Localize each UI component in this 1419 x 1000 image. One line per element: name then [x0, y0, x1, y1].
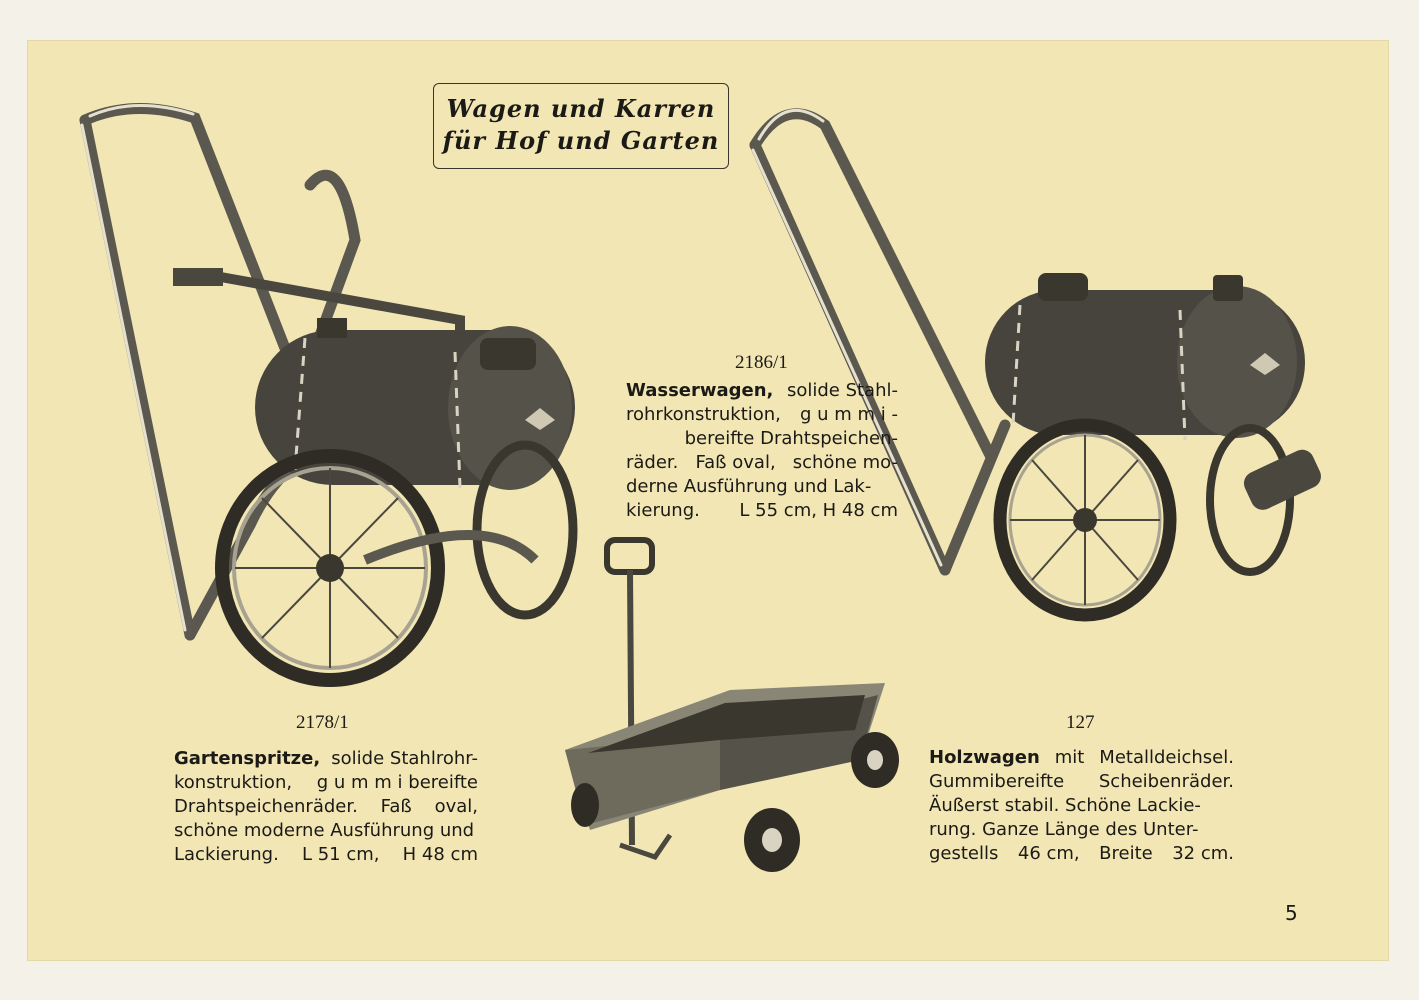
description-line: Scheibenräder.: [1098, 771, 1234, 792]
product-name: Holzwagen: [929, 747, 1040, 768]
description-line: Faß: [380, 796, 412, 817]
description-line: rung. Ganze Länge des Unter-: [929, 819, 1199, 840]
description-line: g u m m i -: [799, 404, 898, 425]
product-description-2186-1: [626, 379, 898, 523]
description-line: mit: [1054, 747, 1085, 768]
description-line: L 55 cm, H 48 cm: [739, 500, 898, 521]
page-number: 5: [1285, 901, 1298, 925]
description-line: kierung.: [626, 500, 700, 521]
description-line: Metalldeichsel.: [1099, 747, 1234, 768]
title-line-1: Wagen und Karren: [446, 94, 716, 123]
description-line: schöne mo-: [792, 452, 898, 473]
description-line: Drahtspeichenräder.: [174, 796, 358, 817]
description-line: konstruktion,: [174, 772, 293, 793]
description-line: Lackierung.: [174, 844, 279, 865]
description-line: gestells: [929, 843, 999, 864]
description-line: derne Ausführung und Lak-: [626, 476, 872, 497]
water-wagon-wheel-front: [1000, 425, 1170, 615]
description-line: L 51 cm,: [301, 844, 380, 865]
product-description-2178-1: [174, 747, 478, 867]
description-line: Gummibereifte: [929, 771, 1065, 792]
product-name: Wasserwagen,: [626, 380, 774, 401]
sprayer-wheel-front: [222, 456, 438, 680]
product-number-127: 127: [1066, 712, 1095, 733]
description-line: oval,: [434, 796, 478, 817]
product-number-2178-1: 2178/1: [296, 712, 349, 733]
product-name: Gartenspritze,: [174, 748, 321, 769]
description-line: rohrkonstruktion,: [626, 404, 781, 425]
description-line: 46 cm,: [1017, 843, 1080, 864]
product-number-2186-1: 2186/1: [735, 352, 788, 373]
description-line: g u m m i bereifte: [316, 772, 478, 793]
description-line: 32 cm.: [1172, 843, 1234, 864]
description-line: Breite: [1099, 843, 1153, 864]
description-line: Äußerst stabil. Schöne Lackie-: [929, 795, 1201, 816]
description-line: bereifte Drahtspeichen-: [684, 428, 898, 449]
description-line: schöne moderne Ausführung und: [174, 820, 475, 841]
description-line: Faß oval,: [695, 452, 776, 473]
description-line: solide Stahl-: [786, 380, 898, 401]
garden-sprayer-illustration: [55, 90, 615, 690]
description-line: H 48 cm: [402, 844, 478, 865]
title-line-2: für Hof und Garten: [442, 126, 720, 155]
description-line: räder.: [626, 452, 679, 473]
description-line: solide Stahlrohr-: [331, 748, 478, 769]
wooden-handcart-illustration: [560, 535, 905, 875]
product-description-127: [929, 746, 1234, 866]
